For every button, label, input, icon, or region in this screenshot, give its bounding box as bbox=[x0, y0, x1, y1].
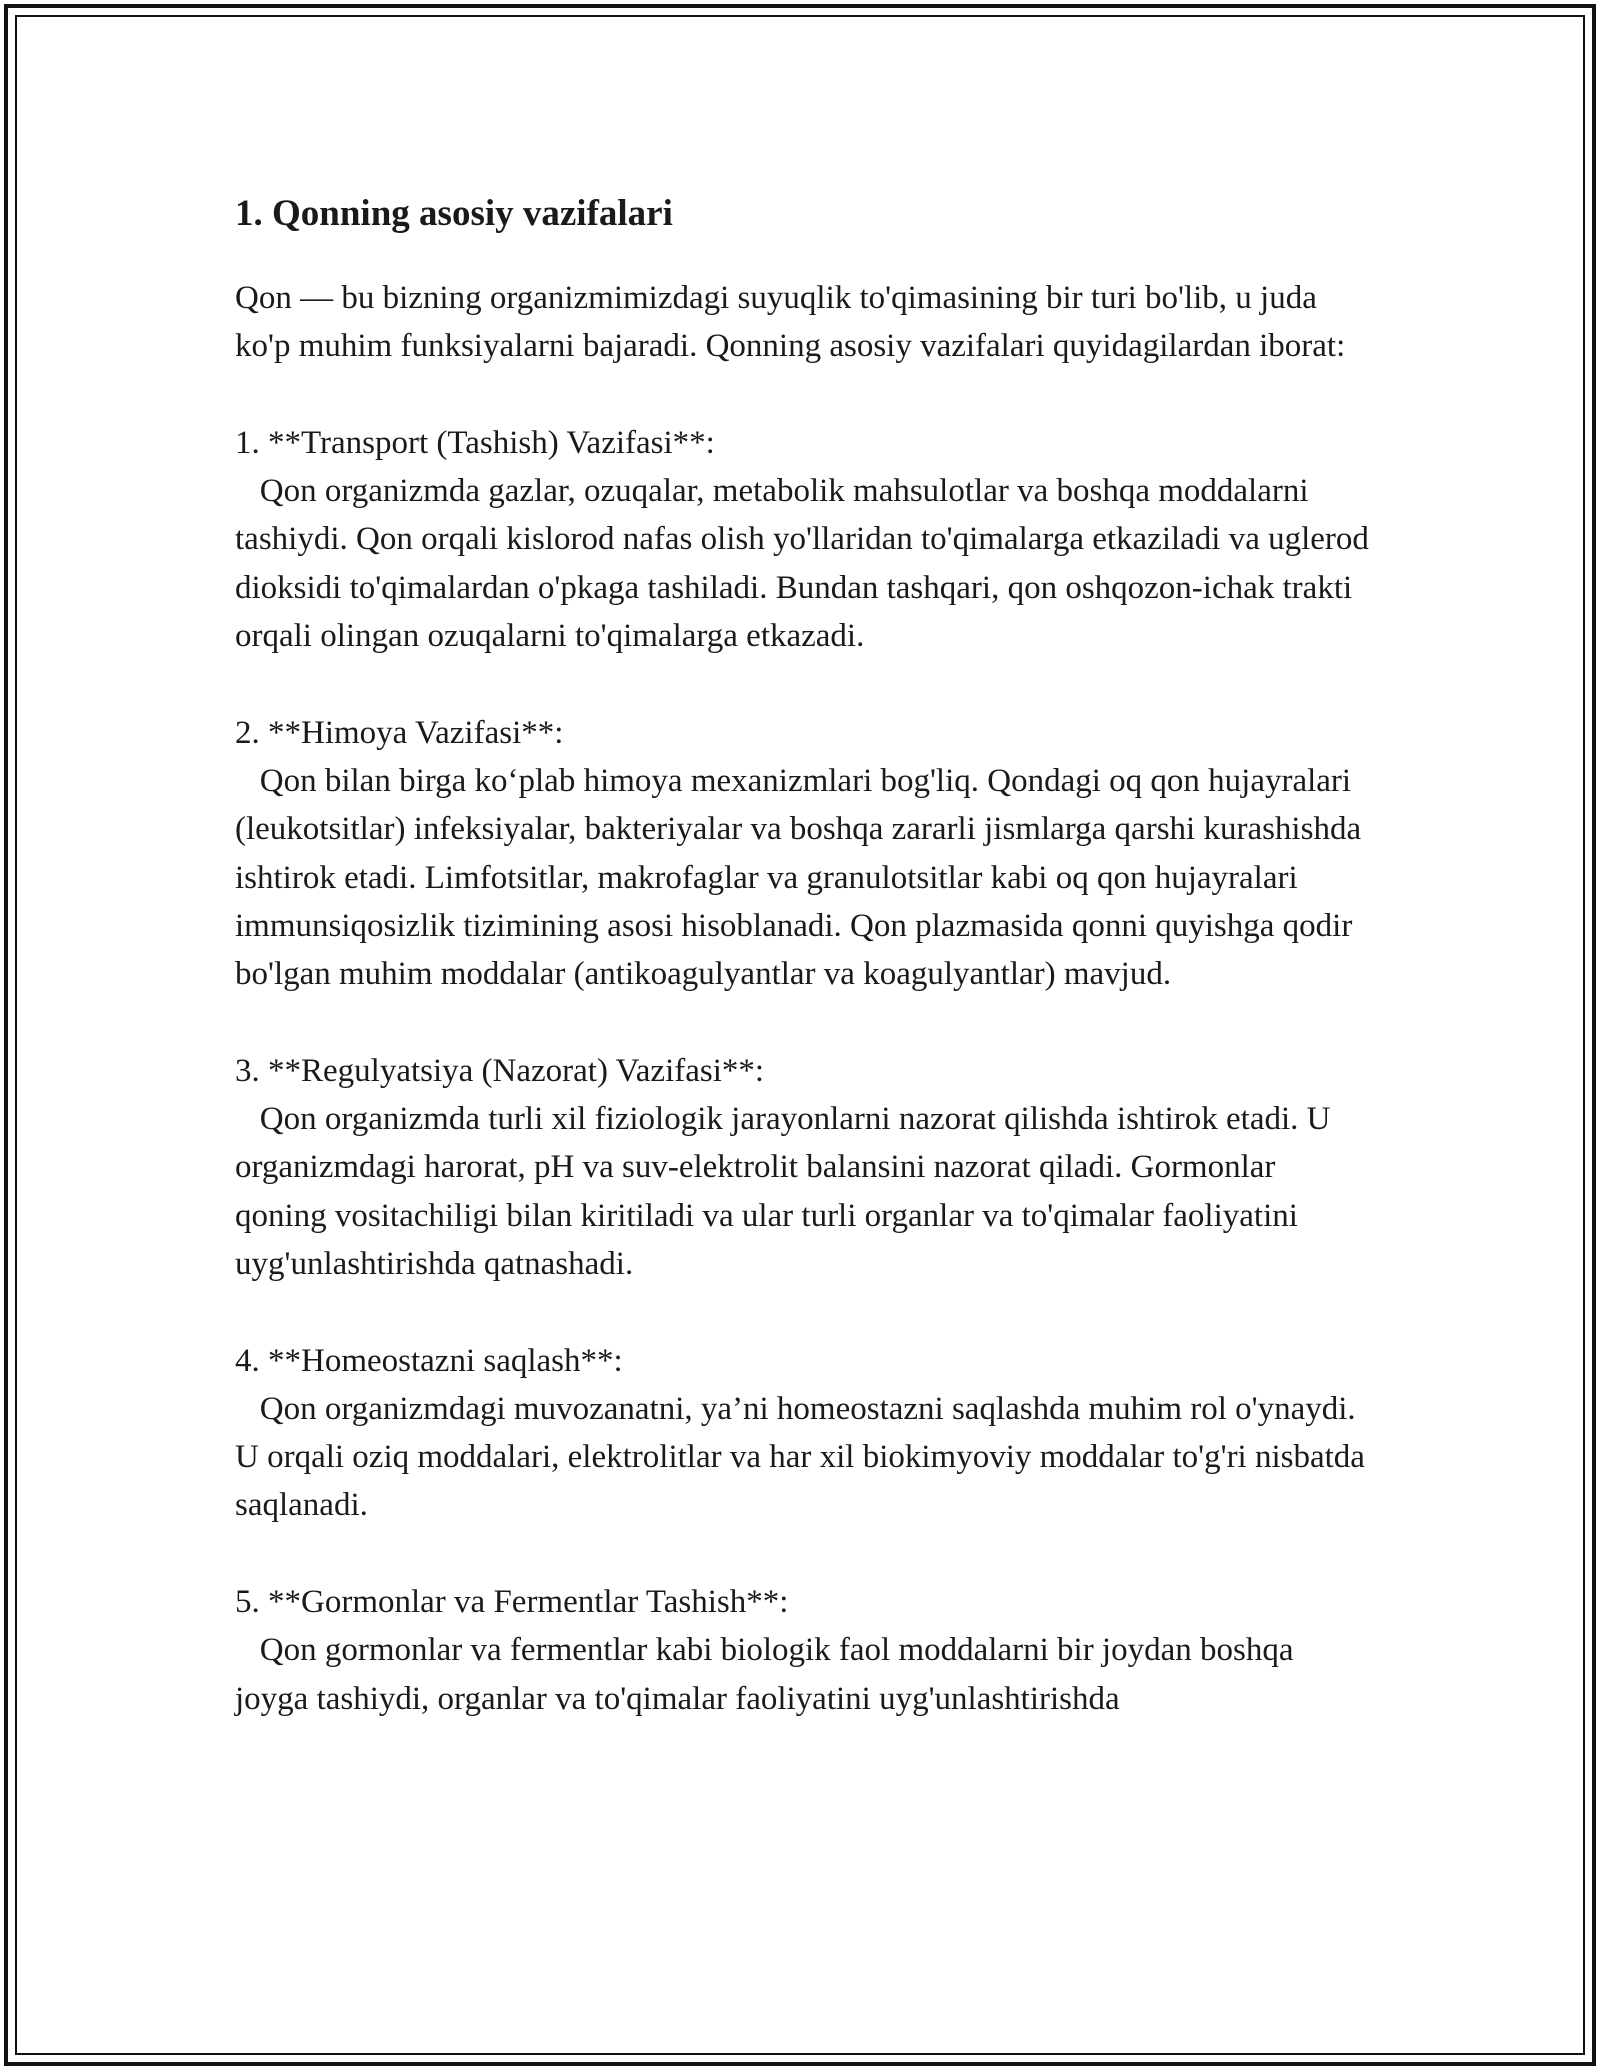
section-title: 1. **Transport (Tashish) Vazifasi**: bbox=[235, 424, 715, 461]
section-body: Qon gormonlar va fermentlar kabi biologik faol moddalarni bir joydan boshqa joyga tashiydi, organlar va to'qimalar faoliyatini uyg'unlashtirishda bbox=[235, 1632, 1302, 1717]
section-title: 2. **Himoya Vazifasi**: bbox=[235, 714, 564, 751]
intro-paragraph: Qon — bu bizning organizmimizdagi suyuqlik to'qimasining bir turi bo'lib, u juda ko'p muhim funksiyalarni bajaradi. Qonning asosiy vazifalari quyidagilardan iborat: bbox=[235, 280, 1346, 365]
section-body: Qon organizmda gazlar, ozuqalar, metabolik mahsulotlar va boshqa moddalarni tashiydi. Qon orqali kislorod nafas olish yo'llaridan to'qimalarga etkaziladi va uglerod dioksidi to'qimalardan o'pkaga tashiladi. Bundan tashqari, qon oshqozon-ichak trakti orqali olingan ozuqalarni to'qimalarga etkazadi. bbox=[235, 473, 1378, 655]
paragraph-spacer bbox=[235, 1530, 1375, 1578]
section-gormonlar bbox=[235, 1578, 1375, 1723]
section-title: 4. **Homeostazni saqlash**: bbox=[235, 1342, 623, 1379]
section-homeostaz bbox=[235, 1337, 1375, 1530]
document-body bbox=[235, 186, 1378, 1723]
paragraph-spacer bbox=[235, 660, 1375, 708]
section-himoya bbox=[235, 709, 1375, 999]
section-body: Qon organizmdagi muvozanatni, ya’ni homeostazni saqlashda muhim rol o'ynaydi. U orqali oziq moddalari, elektrolitlar va har xil biokimyoviy moddalar to'g'ri nisbatda saqlanadi. bbox=[235, 1390, 1374, 1524]
section-regulyatsiya bbox=[235, 1047, 1375, 1288]
section-title: 5. **Gormonlar va Fermentlar Tashish**: bbox=[235, 1584, 789, 1621]
section-body: Qon bilan birga ko‘plab himoya mexanizmlari bog'liq. Qondagi oq qon hujayralari (leukotsitlar) infeksiyalar, bakteriyalar va boshqa zararli jismlarga qarshi kurashishda ishtirok etadi. Limfotsitlar, makrofaglar va granulotsitlar kabi oq qon hujayralari immunsiqosizlik tizimining asosi hisoblanadi. Qon plazmasida qonni quyishga qodir bo'lgan muhim moddalar (antikoagulyantlar va koagulyantlar) mavjud. bbox=[235, 762, 1370, 993]
paragraph-spacer bbox=[235, 1288, 1375, 1336]
section-body: Qon organizmda turli xil fiziologik jarayonlarni nazorat qilishda ishtirok etadi. U organizmdagi harorat, pH va suv-elektrolit balansini nazorat qiladi. Gormonlar qoning vositachiligi bilan kiritiladi va ular turli organlar va to'qimalar faoliyatini uyg'unlashtirishda qatnashadi. bbox=[235, 1101, 1339, 1282]
page-title: 1. Qonning asosiy vazifalari bbox=[235, 193, 673, 234]
section-title: 3. **Regulyatsiya (Nazorat) Vazifasi**: bbox=[235, 1052, 765, 1089]
section-transport bbox=[235, 419, 1378, 660]
paragraph-spacer bbox=[235, 371, 1375, 419]
paragraph-spacer bbox=[235, 998, 1375, 1046]
